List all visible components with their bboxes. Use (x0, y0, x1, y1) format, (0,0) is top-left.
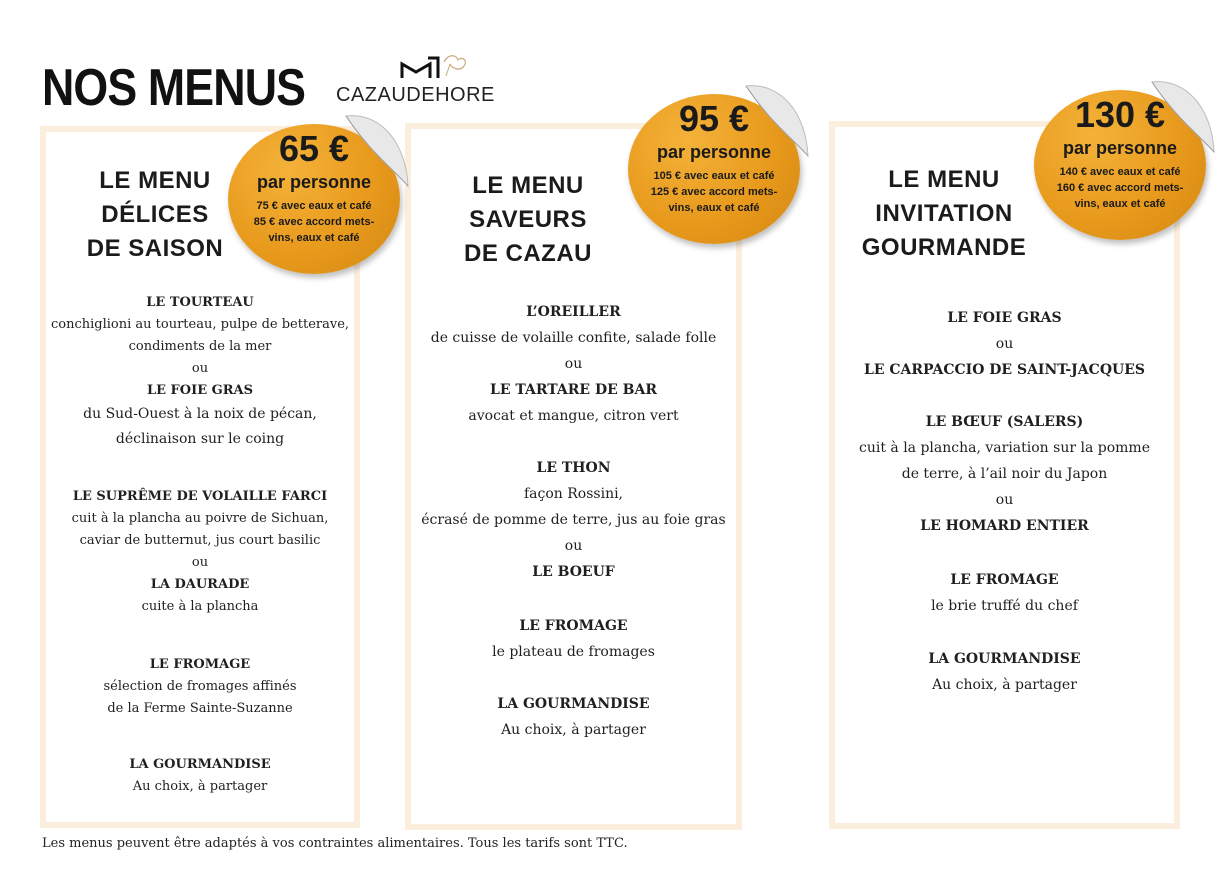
price-value: 130 € (1074, 94, 1166, 135)
price-notes: 105 € avec eaux et café 125 € avec accord mets- vins, eaux et café (650, 170, 778, 214)
course-gourmandise: LA GOURMANDISE Au choix, à partager (129, 757, 271, 794)
course-thon: LE THON façon Rossini, écrasé de pomme de terre, jus au foie gras ou LE BOEUF (421, 460, 726, 580)
course-tourteau: LE TOURTEAU conchiglioni au tourteau, pulpe de betterave, condiments de la mer ou LE FOIE GRAS du Sud-Ouest à la noix de pécan, déclinaison sur le coing (50, 295, 350, 447)
footer-note: Les menus peuvent être adaptés à vos contraintes alimentaires. Tous les tarifs sont TTC. (42, 836, 628, 851)
page-title: NOS MENUS (42, 59, 306, 117)
brand-logo (336, 52, 516, 108)
menu-title: LE MENU DÉLICES DE SAISON (86, 167, 224, 262)
course-fromage: LE FROMAGE le plateau de fromages (492, 618, 655, 660)
price-per-person: par personne (1062, 138, 1178, 158)
menu-title: LE MENU INVITATION GOURMANDE (861, 166, 1027, 261)
price-notes: 75 € avec eaux et café 85 € avec accord mets- vins, eaux et café (253, 200, 375, 244)
price-sticker-95 (628, 82, 810, 252)
price-per-person: par personne (256, 172, 372, 192)
course-fromage: LE FROMAGE sélection de fromages affinés de la Ferme Sainte-Suzanne (103, 657, 297, 716)
course-oreiller: L’OREILLER de cuisse de volaille confite, salade folle ou LE TARTARE DE BAR avocat et mangue, citron vert (430, 304, 717, 424)
price-value: 95 € (678, 98, 750, 139)
price-per-person: par personne (656, 142, 772, 162)
price-notes: 140 € avec eaux et café 160 € avec accord mets- vins, eaux et café (1056, 166, 1184, 210)
menu-title: LE MENU SAVEURS DE CAZAU (464, 172, 592, 267)
logo-mark-icon (400, 52, 470, 82)
course-gourmandise: LA GOURMANDISE Au choix, à partager (928, 651, 1081, 693)
course-supreme: LE SUPRÊME DE VOLAILLE FARCI cuit à la plancha au poivre de Sichuan, caviar de butternut, jus court basilic ou LA DAURADE cuite à la plancha (71, 489, 329, 614)
course-fromage: LE FROMAGE le brie truffé du chef (931, 572, 1078, 614)
price-sticker-130 (1034, 78, 1216, 248)
price-value: 65 € (278, 128, 350, 169)
logo-text: CAZAUDEHORE (336, 84, 495, 106)
course-boeuf: LE BŒUF (SALERS) cuit à la plancha, variation sur la pomme de terre, à l’ail noir du Japon ou LE HOMARD ENTIER (858, 414, 1150, 534)
course-foie-gras: LE FOIE GRAS ou LE CARPACCIO DE SAINT-JACQUES (863, 310, 1146, 378)
price-sticker-65 (228, 112, 410, 282)
course-gourmandise: LA GOURMANDISE Au choix, à partager (497, 696, 650, 738)
